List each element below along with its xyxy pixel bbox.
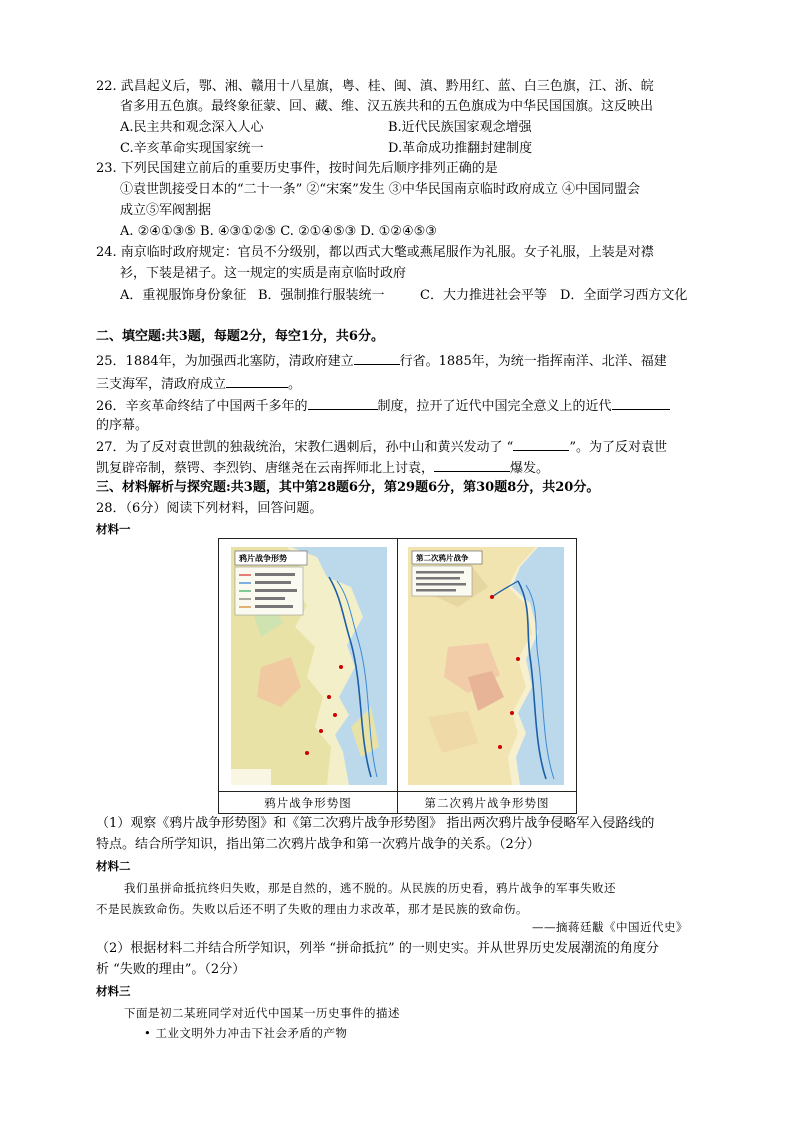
q27-text-d: 爆发。 xyxy=(510,461,550,476)
q28-sub2-line2: 析 “失败的理由”。（2分） xyxy=(96,962,246,977)
q24-stem-line2: 衫，下装是裙子。这一规定的实质是南京临时政府 xyxy=(120,266,407,281)
q24-stem-line1: 24. 南京临时政府规定：官员不分级别，都以西式大氅或燕尾服作为礼服。女子礼服，上装是对襟 xyxy=(96,245,654,260)
q27-text-a: 27．为了反对袁世凯的独裁统治，宋教仁遇刺后，孙中山和黄兴发动了 “ xyxy=(96,440,514,455)
q22-stem-line2: 省多用五色旗。最终象征蒙、回、藏、维、汉五族共和的五色旗成为中华民国国旗。这反映出 xyxy=(120,99,654,114)
q25-text-a: 25．1884年，为加强西北塞防，清政府建立 xyxy=(96,354,354,369)
q24-option-d: D．全面学习西方文化 xyxy=(560,288,688,303)
map2-title: 第二次鸦片战争 xyxy=(416,553,469,563)
map1-caption: 鸦片战争形势图 xyxy=(219,791,398,814)
q24-option-c: C．大力推进社会平等 xyxy=(420,288,547,303)
material3-intro: 下面是初二某班同学对近代中国某一历史事件的描述 xyxy=(124,1006,400,1020)
q27-text-c: 凯复辟帝制，蔡锷、李烈钧、唐继尧在云南挥师北上讨袁， xyxy=(96,461,435,476)
q26-line2: 的序幕。 xyxy=(96,418,149,433)
q27-line2 xyxy=(96,458,549,478)
q24-option-b: B．强制推行服装统一 xyxy=(258,288,385,303)
q25-line1 xyxy=(96,351,667,371)
q23-options: A. ②④①③⑤ B. ④③①②⑤ C. ②①④⑤③ D. ①②④⑤③ xyxy=(120,224,437,239)
q25-text-b: 行省。1885年，为统一指挥南洋、北洋、福建 xyxy=(399,354,667,369)
q28-intro: 28．（6分）阅读下列材料，回答问题。 xyxy=(96,501,323,516)
section3-title: 三、材料解析与探究题:共3题，其中第28题6分，第29题6分，第30题8分，共20分。 xyxy=(96,480,600,495)
q28-sub2-line1: （2）根据材料二并结合所学知识，列举 “拼命抵抗” 的一则史实。并从世界历史发展潮流的角度分 xyxy=(96,941,659,956)
material2-text-line2: 不是民族致命伤。失败以后还不明了失败的理由力求改革，那才是民族的致命伤。 xyxy=(96,902,528,916)
q25-blank2 xyxy=(226,374,288,388)
q25-text-c: 三支海军，清政府成立 xyxy=(96,377,227,392)
q22-option-a: A.民主共和观念深入人心 xyxy=(120,120,264,135)
material2-label: 材料二 xyxy=(96,859,131,873)
q23-stem-line3: 成立⑤军阀割据 xyxy=(120,203,212,218)
material2-source: ——摘蒋廷黻《中国近代史》 xyxy=(532,920,688,934)
q22-stem-line1: 22. 武昌起义后，鄂、湘、赣用十八星旗，粤、桂、闽、滇、黔用红、蓝、白三色旗，江、浙、皖 xyxy=(96,79,654,94)
q26-text-a: 26．辛亥革命终结了中国两千多年的 xyxy=(96,399,308,414)
q28-sub1-line2: 特点。结合所学知识，指出第二次鸦片战争和第一次鸦片战争的关系。（2分） xyxy=(96,837,540,852)
material3-bullet: • 工业文明外力冲击下社会矛盾的产物 xyxy=(144,1026,348,1040)
map2-cell xyxy=(398,539,576,791)
material2-text-line1: 我们虽拼命抵抗终归失败，那是自然的，逃不脱的。从民族的历史看，鸦片战争的军事失败还 xyxy=(124,881,616,895)
q26-line1 xyxy=(96,396,670,416)
q22-option-c: C.辛亥革命实现国家统一 xyxy=(120,141,264,156)
q28-sub1-line1: （1）观察《鸦片战争形势图》和《第二次鸦片战争形势图》 指出两次鸦片战争侵略军入侵路线的 xyxy=(96,816,655,831)
q22-option-d: D.革命成功推翻封建制度 xyxy=(388,141,533,156)
q22-option-b: B.近代民族国家观念增强 xyxy=(388,120,532,135)
q25-text-d: 。 xyxy=(288,377,302,392)
q26-blank1 xyxy=(308,396,378,410)
q24-option-a: A．重视服饰身份象征 xyxy=(120,288,247,303)
q27-blank2 xyxy=(434,458,510,472)
material3-label: 材料三 xyxy=(96,984,131,998)
opium-war-map xyxy=(231,547,387,785)
section2-title: 二、填空题:共3题，每题2分，每空1分，共6分。 xyxy=(96,329,384,344)
q25-blank1 xyxy=(354,351,400,365)
q23-stem-line2: ①袁世凯接受日本的“二十一条” ②“宋案”发生 ③中华民国南京临时政府成立 ④中国同盟会 xyxy=(120,182,640,197)
q23-stem-line1: 23. 下列民国建立前后的重要历史事件，按时间先后顺序排列正确的是 xyxy=(96,161,498,176)
material1-label: 材料一 xyxy=(96,522,131,536)
maps-figure xyxy=(218,538,577,814)
map1-cell xyxy=(219,539,398,791)
second-opium-war-map xyxy=(408,547,564,785)
q25-line2 xyxy=(96,374,301,394)
q27-text-b: ”。为了反对袁世 xyxy=(569,440,667,455)
q26-blank2 xyxy=(612,396,670,410)
q27-blank1 xyxy=(513,437,569,451)
map1-title: 鸦片战争形势 xyxy=(239,554,287,563)
q27-line1 xyxy=(96,437,667,457)
map2-caption: 第二次鸦片战争形势图 xyxy=(398,791,576,814)
q26-text-b: 制度，拉开了近代中国完全意义上的近代 xyxy=(377,399,612,414)
